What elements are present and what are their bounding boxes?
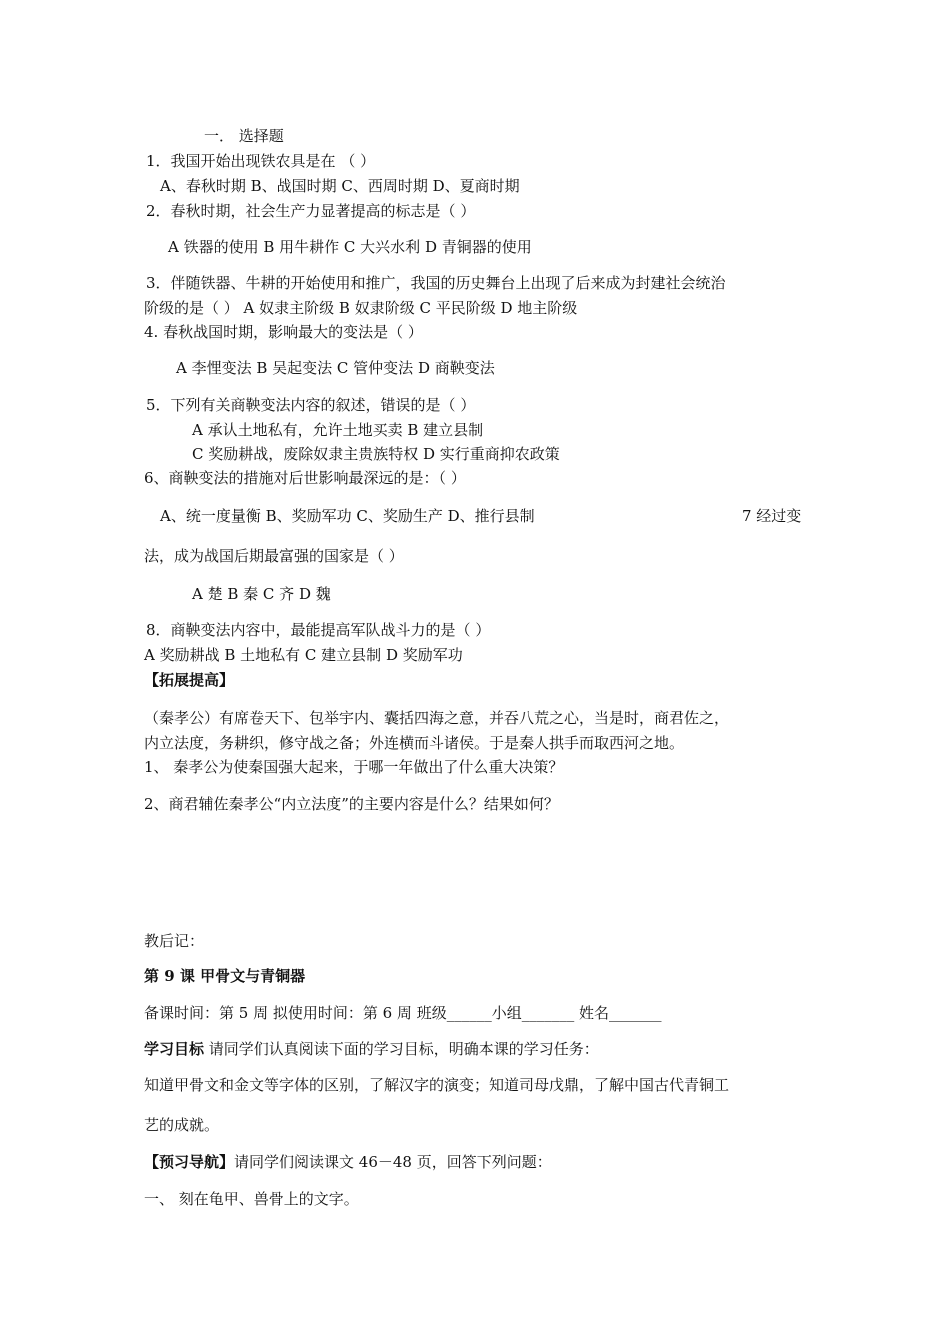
question-8-options: A 奖励耕战 B 土地私有 C 建立县制 D 奖励军功 — [144, 646, 463, 664]
question-1: 1．我国开始出现铁农具是在 （ ） — [146, 152, 376, 170]
goal-line — [144, 1039, 599, 1059]
extend-heading: 【拓展提高】 — [144, 671, 235, 689]
question-2-options: A 铁器的使用 B 用牛耕作 C 大兴水利 D 青铜器的使用 — [168, 238, 532, 256]
question-5-options-1: A 承认土地私有，允许土地买卖 B 建立县制 — [192, 421, 484, 439]
goal-line-1: 知道甲骨文和金文等字体的区别，了解汉字的演变；知道司母戊鼎，了解中国古代青铜工 — [144, 1076, 730, 1094]
goal-line-2: 艺的成就。 — [144, 1116, 220, 1134]
preview-text: 请同学们阅读课文 46－48 页，回答下列问题： — [234, 1153, 552, 1171]
extend-question-1: 1、 秦孝公为使秦国强大起来，于哪一年做出了什么重大决策？ — [144, 758, 564, 776]
preview-line — [144, 1152, 552, 1172]
question-4-options: A 李悝变法 B 吴起变法 C 管仲变法 D 商鞅变法 — [176, 359, 495, 377]
question-8: 8．商鞅变法内容中，最能提高军队战斗力的是（ ） — [146, 621, 491, 639]
lesson-title: 第 9 课 甲骨文与青铜器 — [144, 967, 306, 985]
extend-paragraph-1: （秦孝公）有席卷天下、包举宇内、囊括四海之意，并吞八荒之心，当是时，商君佐之， — [144, 709, 730, 727]
section-heading: 一． 选择题 — [204, 127, 284, 145]
question-7-start: 7 经过变 — [742, 507, 802, 525]
extend-paragraph-2: 内立法度，务耕织，修守战之备；外连横而斗诸侯。于是秦人拱手而取西河之地。 — [144, 734, 685, 752]
preview-label: 【预习导航】 — [144, 1153, 235, 1171]
lesson-info: 备课时间：第 5 周 拟使用时间：第 6 周 班级______小组_______ 姓名_______ — [144, 1004, 662, 1022]
afterword: 教后记： — [144, 932, 205, 950]
goal-label: 学习目标 — [144, 1040, 205, 1058]
question-2: 2．春秋时期，社会生产力显著提高的标志是（ ） — [146, 202, 476, 220]
extend-question-2: 2、商君辅佐秦孝公“内立法度”的主要内容是什么？结果如何？ — [144, 795, 559, 813]
preview-item-1: 一、 刻在龟甲、兽骨上的文字。 — [144, 1190, 359, 1208]
question-7-cont: 法，成为战国后期最富强的国家是（ ） — [144, 547, 404, 565]
question-6-options: A、统一度量衡 B、奖励军功 C、奖励生产 D、推行县制 — [160, 507, 535, 525]
question-4: 4. 春秋战国时期，影响最大的变法是（ ） — [144, 323, 423, 341]
question-3-line2: 阶级的是（ ） A 奴隶主阶级 B 奴隶阶级 C 平民阶级 D 地主阶级 — [144, 299, 578, 317]
question-5-options-2: C 奖励耕战，废除奴隶主贵族特权 D 实行重商抑农政策 — [192, 445, 560, 463]
question-5: 5．下列有关商鞅变法内容的叙述，错误的是（ ） — [146, 396, 476, 414]
question-6: 6、商鞅变法的措施对后世影响最深远的是：（ ） — [144, 469, 466, 487]
question-7-options: A 楚 B 秦 C 齐 D 魏 — [192, 585, 331, 603]
goal-text: 请同学们认真阅读下面的学习目标，明确本课的学习任务： — [204, 1040, 599, 1058]
question-1-options: A、春秋时期 B、战国时期 C、西周时期 D、夏商时期 — [160, 177, 520, 195]
question-3-line1: 3．伴随铁器、牛耕的开始使用和推广，我国的历史舞台上出现了后来成为封建社会统治 — [146, 274, 726, 292]
